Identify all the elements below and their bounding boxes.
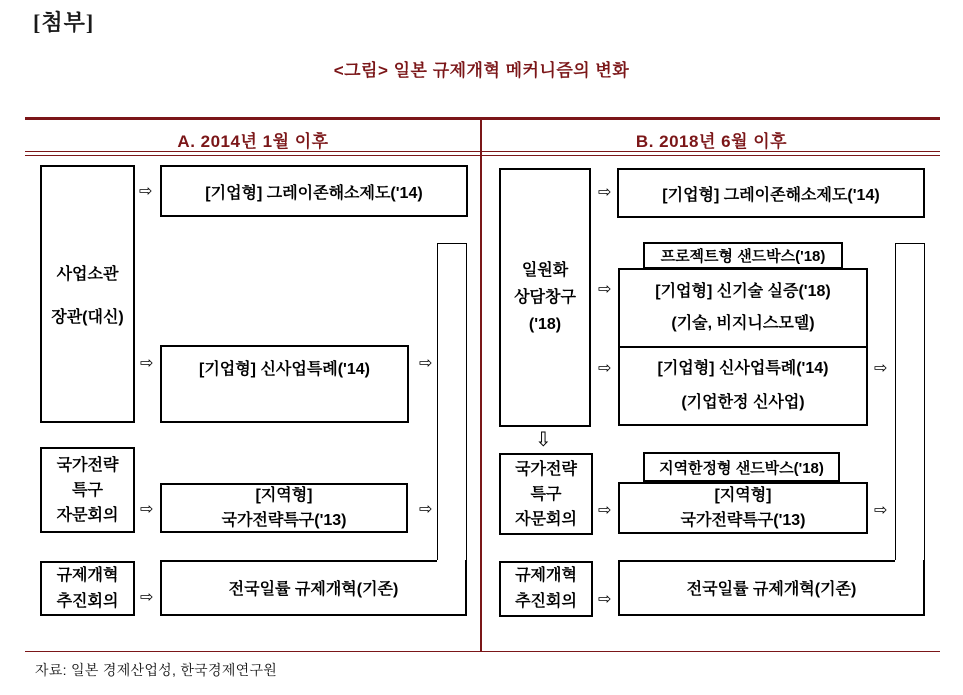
- box-line: 프로젝트형 샌드박스('18): [660, 248, 826, 265]
- box-line: ('18): [528, 316, 562, 333]
- box-line: 추진회의: [56, 592, 119, 610]
- box-line: [지역형]: [255, 487, 313, 504]
- right-arrow-icon: ⇨: [419, 353, 433, 372]
- box-line: 규제개혁: [56, 566, 119, 584]
- box-line: 사업소관: [56, 266, 119, 283]
- box-line: 전국일률 규제개혁(기존): [228, 580, 399, 598]
- right-arrow-icon: ⇨: [874, 500, 888, 519]
- box-newbiz-section-b: [620, 348, 866, 424]
- box-nationwide-a: [160, 560, 467, 616]
- box-newtech-section-b: [620, 270, 866, 348]
- box-grayzone-a: [160, 165, 468, 217]
- box-line: [기업형] 그레이존해소제도('14): [205, 184, 423, 202]
- right-arrow-icon: ⇨: [874, 358, 888, 377]
- box-line: [기업형] 신사업특례('14): [198, 361, 370, 378]
- box-line: 자문회의: [56, 506, 119, 524]
- right-arrow-icon: ⇨: [140, 587, 154, 606]
- box-nationwide-a-top-edge: [160, 560, 437, 562]
- box-reform-council-b: [499, 561, 593, 617]
- box-nationwide-b-top-edge: [618, 560, 895, 562]
- right-arrow-icon: ⇨: [598, 279, 612, 298]
- box-line: 일원화: [521, 262, 569, 279]
- box-strategic-council-a: [40, 447, 135, 533]
- right-arrow-icon: ⇨: [140, 353, 154, 372]
- box-line: [기업형] 신사업특례('14): [657, 360, 829, 377]
- right-arrow-icon: ⇨: [419, 499, 433, 518]
- box-project-sandbox-b: [643, 242, 843, 269]
- box-business-minister-a: [40, 165, 135, 423]
- right-arrow-icon: ⇨: [598, 500, 612, 519]
- right-arrow-icon: ⇨: [139, 181, 153, 200]
- box-line: 장관(대신): [51, 309, 124, 326]
- right-arrow-icon: ⇨: [598, 358, 612, 377]
- box-line: 상담창구: [514, 289, 576, 306]
- box-line: 전국일률 규제개혁(기존): [686, 580, 857, 598]
- box-line: 국가전략: [56, 456, 119, 474]
- box-grayzone-b: [617, 168, 925, 218]
- header-double-rule-1: [25, 151, 940, 152]
- panel-a-header: A. 2014년 1월 이후: [177, 132, 329, 151]
- panel-b-header: B. 2018년 6월 이후: [635, 132, 788, 151]
- right-arrow-icon: ⇨: [598, 182, 612, 201]
- box-line: 국가전략특구('13): [680, 512, 806, 529]
- box-line: 국가전략특구('13): [221, 512, 347, 529]
- box-line: 특구: [530, 485, 562, 503]
- right-arrow-icon: ⇨: [598, 589, 612, 608]
- box-line: 규제개혁: [515, 567, 577, 584]
- box-onestop-counter-b: [499, 168, 591, 427]
- box-reform-council-a: [40, 561, 135, 616]
- attachment-label: [첨부]: [33, 10, 95, 35]
- box-line: [지역형]: [714, 487, 772, 504]
- header-double-rule-2: [25, 155, 940, 156]
- box-line: 특구: [72, 481, 103, 499]
- box-newbiz-a: [160, 345, 409, 423]
- box-line: 국가전략: [515, 460, 577, 478]
- down-arrow-icon: ⇩: [535, 427, 552, 451]
- table-bottom-border: [25, 651, 940, 652]
- box-line: [기업형] 그레이존해소제도('14): [662, 186, 880, 204]
- box-nationwide-b: [618, 560, 925, 616]
- connector-funnel-b: [895, 243, 925, 560]
- box-line: 자문회의: [515, 510, 577, 528]
- box-strategic-council-b: [499, 453, 593, 535]
- box-regional-sandbox-b: [643, 452, 840, 482]
- figure-title: <그림> 일본 규제개혁 메커니즘의 변화: [333, 61, 630, 80]
- box-regional-b: [618, 482, 868, 534]
- connector-funnel-a: [437, 243, 467, 560]
- box-line: (기업한정 신사업): [681, 394, 805, 411]
- table-top-border: [25, 117, 940, 120]
- box-newtech-newbiz-b: [618, 268, 868, 426]
- right-arrow-icon: ⇨: [140, 499, 154, 518]
- box-regional-a: [160, 483, 408, 533]
- box-line: [기업형] 신기술 실증('18): [655, 283, 831, 300]
- box-line: (기술, 비지니스모델): [671, 315, 815, 332]
- box-line: 지역한정형 샌드박스('18): [659, 459, 824, 477]
- box-line: 추진회의: [515, 593, 577, 610]
- panel-divider: [480, 117, 482, 652]
- source-note: 자료: 일본 경제산업성, 한국경제연구원: [35, 662, 278, 678]
